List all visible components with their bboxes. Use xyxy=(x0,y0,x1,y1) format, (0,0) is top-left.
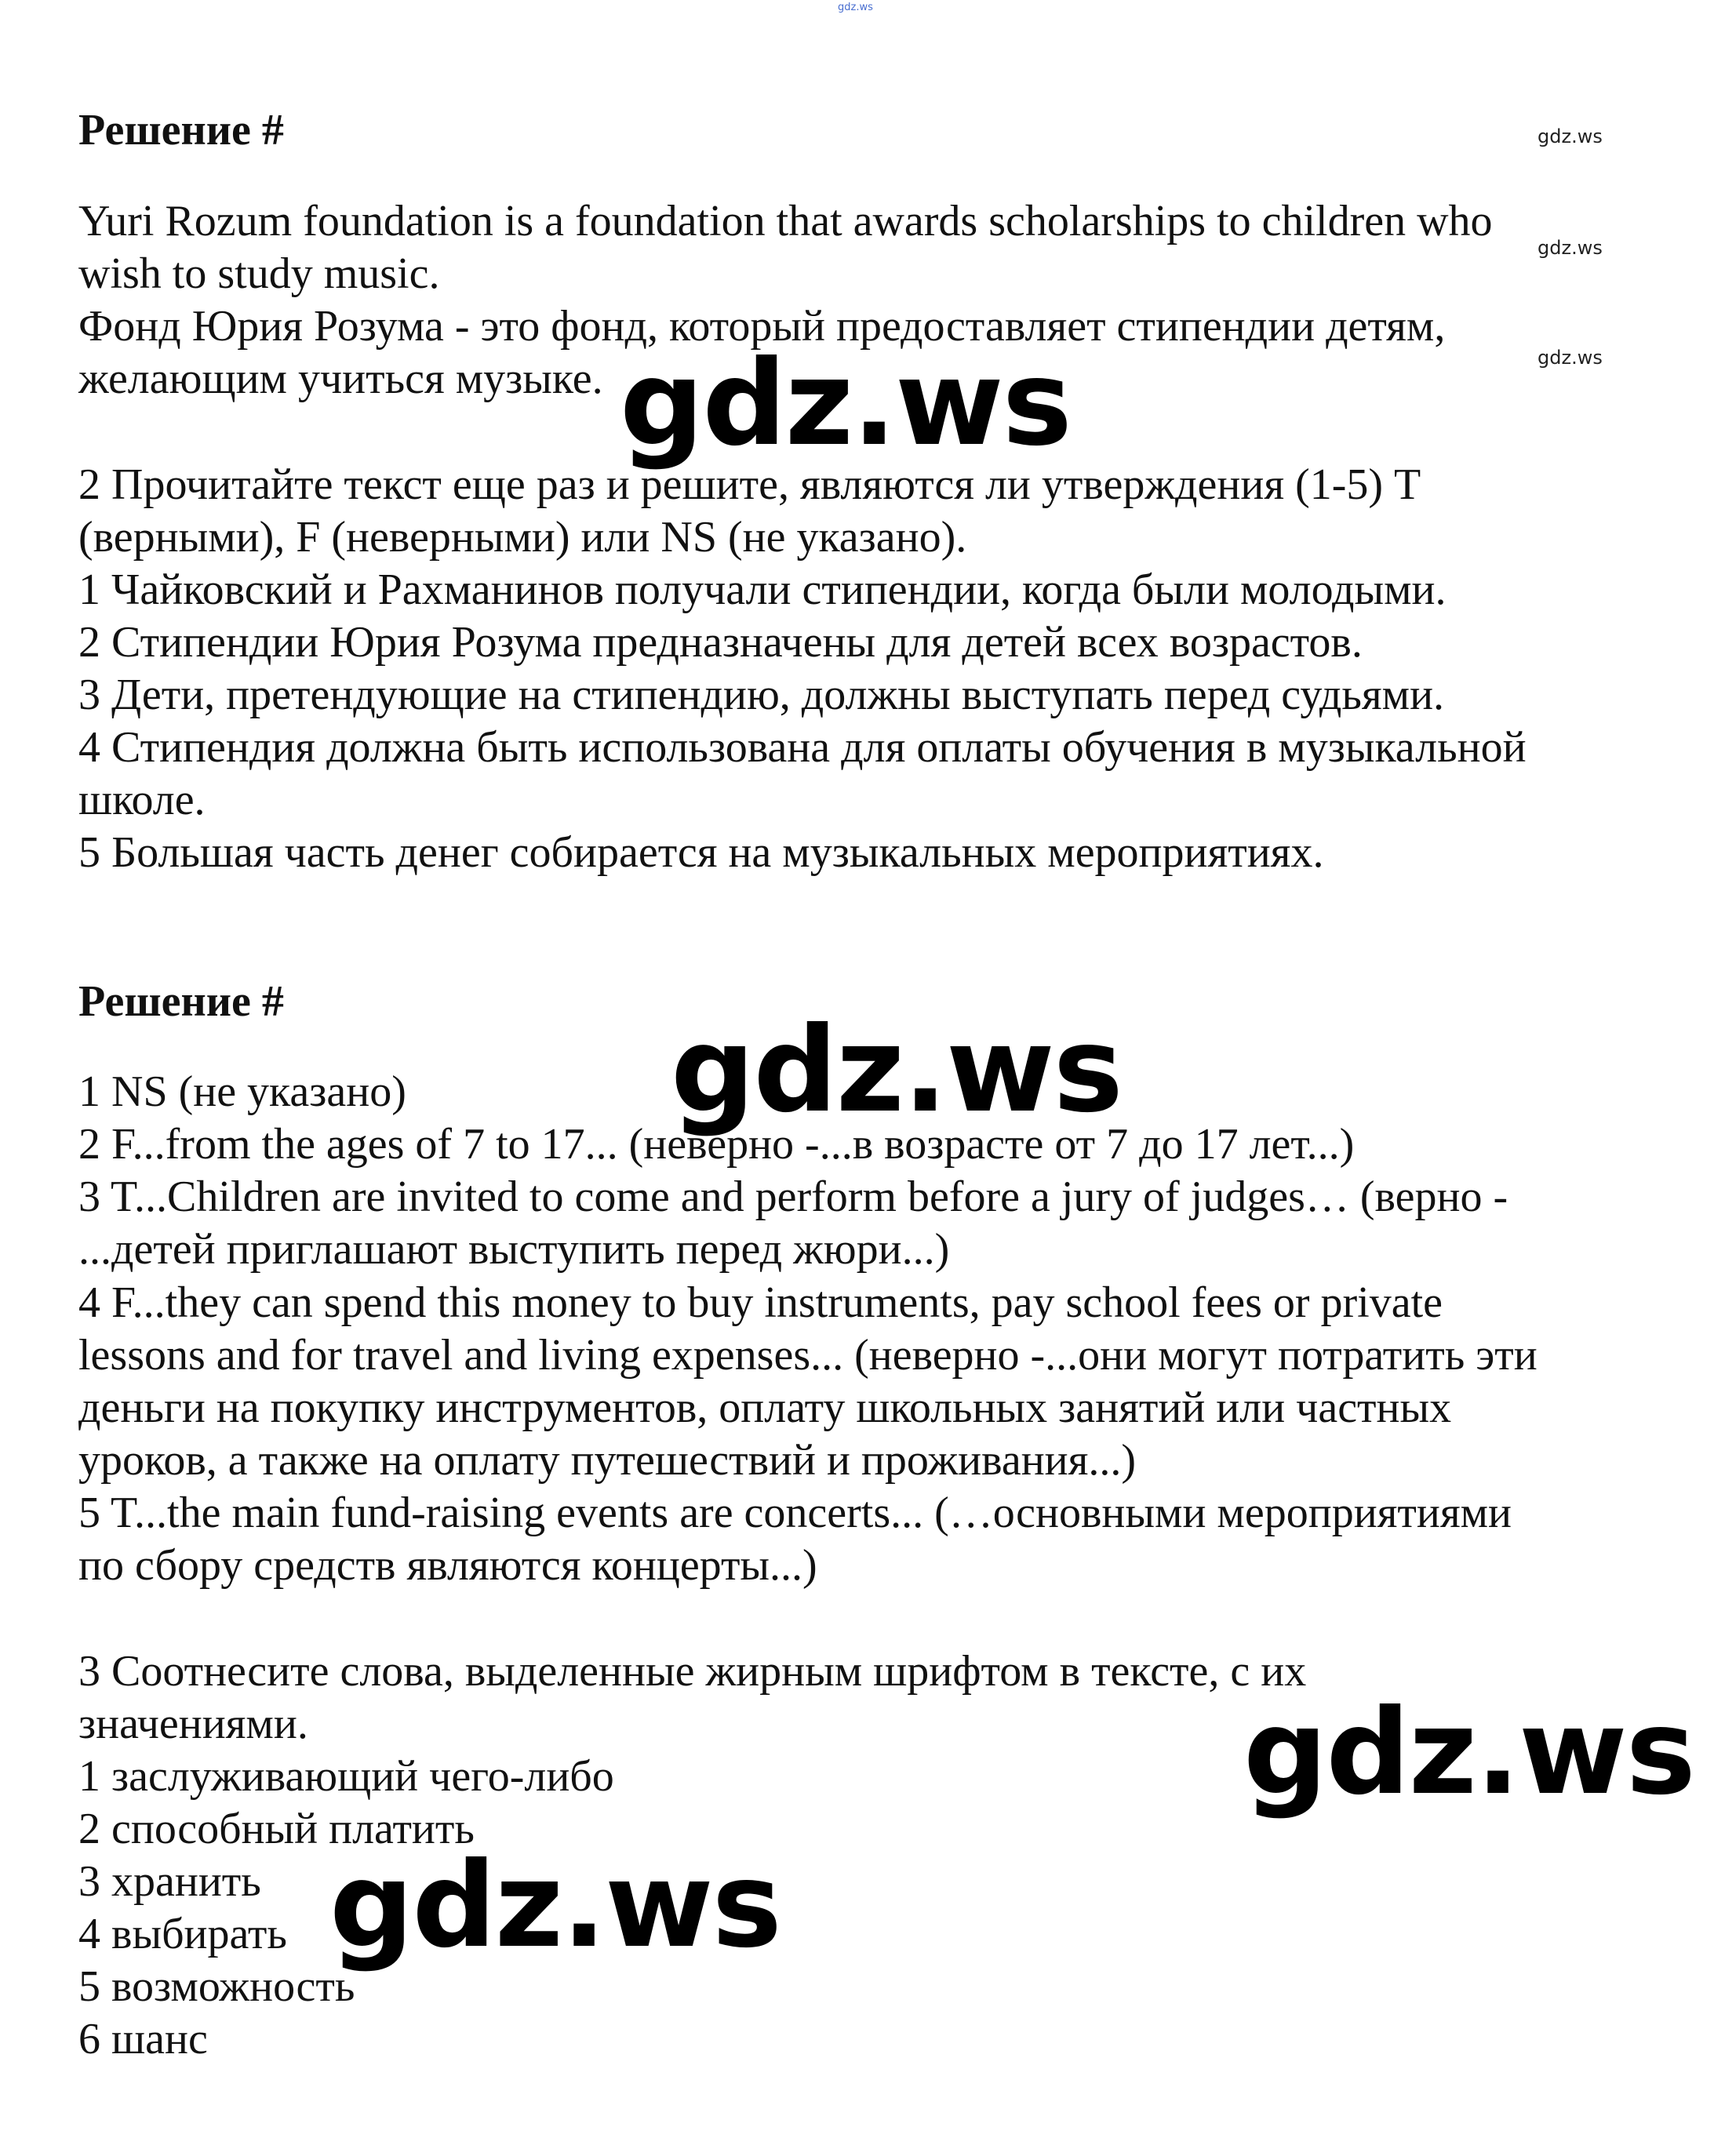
section-2-line: уроков, а также на оплату путешествий и проживания...) xyxy=(78,1436,1137,1485)
task-3-line: 3 Соотнесите слова, выделенные жирным шрифтом в тексте, с их xyxy=(78,1647,1307,1696)
watermark-corner: gdz.ws xyxy=(1538,237,1603,259)
section-2-line: 4 F...they can spend this money to buy instruments, pay school fees or private xyxy=(78,1278,1443,1327)
task-2-line: 5 Большая часть денег собирается на музыкальных мероприятиях. xyxy=(78,828,1324,877)
section-1-heading: Решение # xyxy=(78,106,284,155)
section-1-line: Yuri Rozum foundation is a foundation that awards scholarships to children who xyxy=(78,197,1493,245)
task-3-line: 5 возможность xyxy=(78,1962,355,2011)
watermark-corner: gdz.ws xyxy=(1538,125,1603,147)
task-3-line: 3 хранить xyxy=(78,1857,261,1906)
section-1-line: желающим учиться музыке. xyxy=(78,354,603,403)
section-2-heading: Решение # xyxy=(78,977,284,1026)
task-3-line: 2 способный платить xyxy=(78,1805,475,1853)
section-2-line: деньги на покупку инструментов, оплату школьных занятий или частных xyxy=(78,1383,1452,1432)
watermark-big: gdz.ws xyxy=(1243,1685,1694,1821)
task-2-line: 2 Стипендии Юрия Розума предназначены для детей всех возрастов. xyxy=(78,618,1363,667)
section-1-line: wish to study music. xyxy=(78,249,440,298)
task-2-line: 3 Дети, претендующие на стипендию, должны выступать перед судьями. xyxy=(78,671,1445,719)
watermark-big: gdz.ws xyxy=(620,336,1071,472)
task-3-line: значениями. xyxy=(78,1700,308,1748)
watermark-big: gdz.ws xyxy=(671,1002,1122,1139)
watermark-big: gdz.ws xyxy=(329,1838,781,1974)
watermark-corner: gdz.ws xyxy=(1538,347,1603,369)
task-2-line: (верными), F (неверными) или NS (не указано). xyxy=(78,513,967,562)
section-2-line: 1 NS (не указано) xyxy=(78,1067,406,1116)
section-2-line: lessons and for travel and living expenses... (неверно -...они могут потратить эти xyxy=(78,1331,1538,1380)
task-3-line: 1 заслуживающий чего-либо xyxy=(78,1752,614,1801)
section-2-line: ...детей приглашают выступить перед жюри...) xyxy=(78,1225,950,1274)
task-2-line: 4 Стипендия должна быть использована для оплаты обучения в музыкальной xyxy=(78,723,1527,772)
section-2-line: по сбору средств являются концерты...) xyxy=(78,1541,817,1590)
task-3-line: 4 выбирать xyxy=(78,1910,287,1958)
task-3-line: 6 шанс xyxy=(78,2015,208,2063)
section-2-line: 2 F...from the ages of 7 to 17... (неверно -...в возрасте от 7 до 17 лет...) xyxy=(78,1120,1355,1169)
watermark-top: gdz.ws xyxy=(838,2,873,13)
section-2-line: 3 T...Children are invited to come and perform before a jury of judges… (верно - xyxy=(78,1173,1508,1221)
section-2-line: 5 T...the main fund-raising events are concerts... (…основными мероприятиями xyxy=(78,1489,1512,1537)
section-1-line: Фонд Юрия Розума - это фонд, который предоставляет стипендии детям, xyxy=(78,302,1446,351)
task-2-line: 2 Прочитайте текст еще раз и решите, являются ли утверждения (1-5) T xyxy=(78,460,1421,509)
task-2-line: 1 Чайковский и Рахманинов получали стипендии, когда были молодыми. xyxy=(78,565,1447,614)
task-2-line: школе. xyxy=(78,776,206,824)
